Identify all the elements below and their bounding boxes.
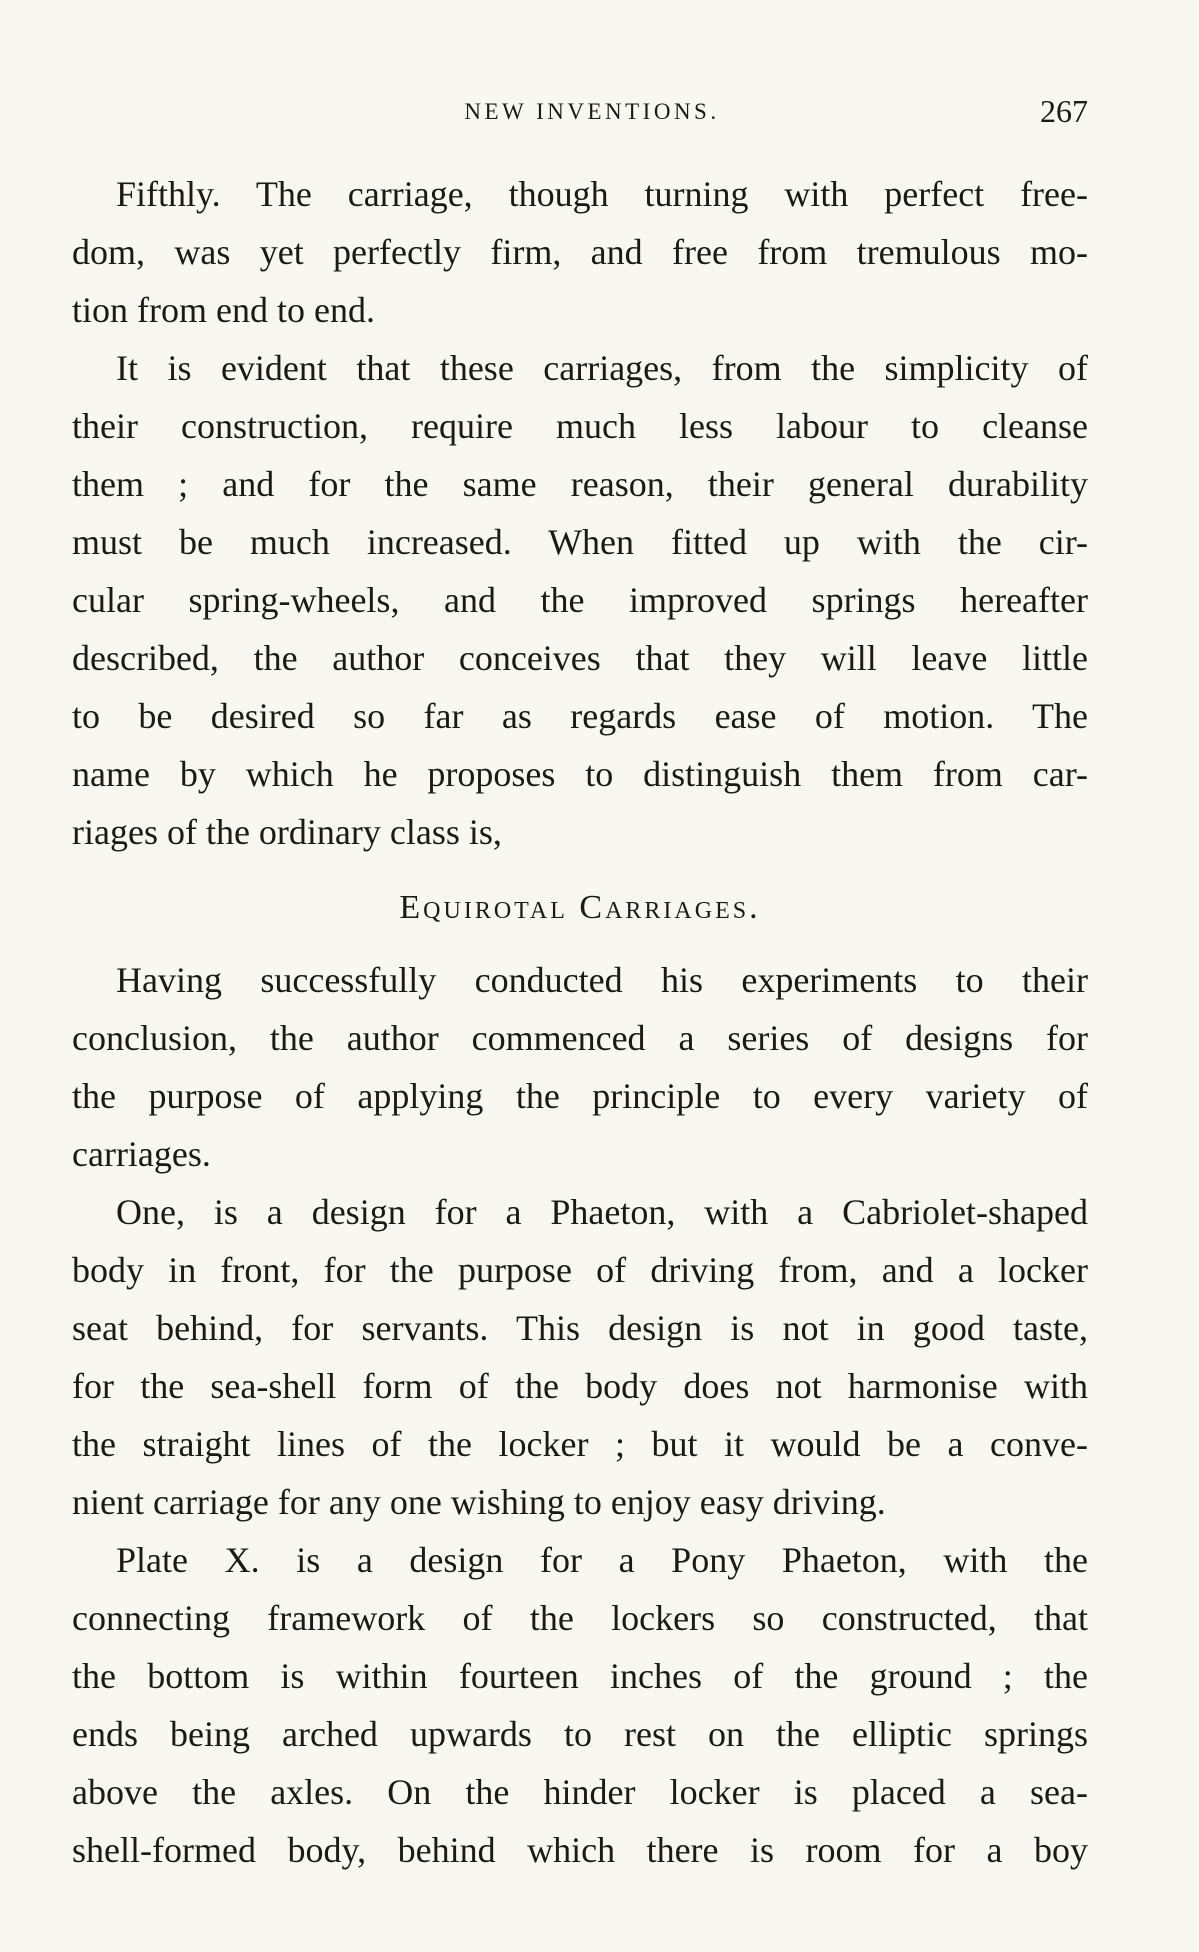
text-line: riages of the ordinary class is, (72, 812, 502, 852)
body-text (72, 165, 1088, 1879)
text-line: dom, was yet perfectly firm, and free from tremulous mo- (72, 232, 1088, 272)
running-head (72, 93, 1092, 133)
text-line: It is evident that these carriages, from the simplicity of (116, 348, 1088, 388)
text-line: name by which he proposes to distinguish them from car- (72, 754, 1088, 794)
running-title: NEW INVENTIONS. (464, 99, 720, 124)
text-line: Having successfully conducted his experiments to their (116, 960, 1088, 1000)
text-line: Plate X. is a design for a Pony Phaeton, with the (116, 1540, 1088, 1580)
text-line: the straight lines of the locker ; but it would be a conve- (72, 1424, 1088, 1464)
text-line: tion from end to end. (72, 290, 375, 330)
text-line: cular spring-wheels, and the improved springs hereafter (72, 580, 1088, 620)
text-line: seat behind, for servants. This design is not in good taste, (72, 1308, 1088, 1348)
text-line: their construction, require much less labour to cleanse (72, 406, 1088, 446)
text-line: shell-formed body, behind which there is room for a boy (72, 1830, 1088, 1870)
paragraph (72, 339, 1088, 861)
page-number: 267 (1040, 93, 1088, 129)
paragraph (72, 1531, 1088, 1879)
text-line: carriages. (72, 1134, 211, 1174)
text-line: the purpose of applying the principle to every variety of (72, 1076, 1088, 1116)
text-line: described, the author conceives that they will leave little (72, 638, 1088, 678)
paragraph (72, 951, 1088, 1183)
text-line: connecting framework of the lockers so constructed, that (72, 1598, 1088, 1638)
section-heading: Equirotal Carriages. (399, 889, 761, 926)
text-line: conclusion, the author commenced a series of designs for (72, 1018, 1088, 1058)
text-line: nient carriage for any one wishing to enjoy easy driving. (72, 1482, 886, 1522)
text-line: Fifthly. The carriage, though turning with perfect free- (116, 174, 1088, 214)
text-line: One, is a design for a Phaeton, with a Cabriolet-shaped (116, 1192, 1088, 1232)
paragraph (72, 165, 1088, 339)
text-line: ends being arched upwards to rest on the elliptic springs (72, 1714, 1088, 1754)
text-line: must be much increased. When fitted up with the cir- (72, 522, 1088, 562)
text-line: to be desired so far as regards ease of motion. The (72, 696, 1088, 736)
paragraph (72, 1183, 1088, 1531)
text-line: for the sea-shell form of the body does not harmonise with (72, 1366, 1088, 1406)
text-line: above the axles. On the hinder locker is placed a sea- (72, 1772, 1088, 1812)
text-line: the bottom is within fourteen inches of the ground ; the (72, 1656, 1088, 1696)
text-line: them ; and for the same reason, their general durability (72, 464, 1088, 504)
text-line: body in front, for the purpose of driving from, and a locker (72, 1250, 1088, 1290)
